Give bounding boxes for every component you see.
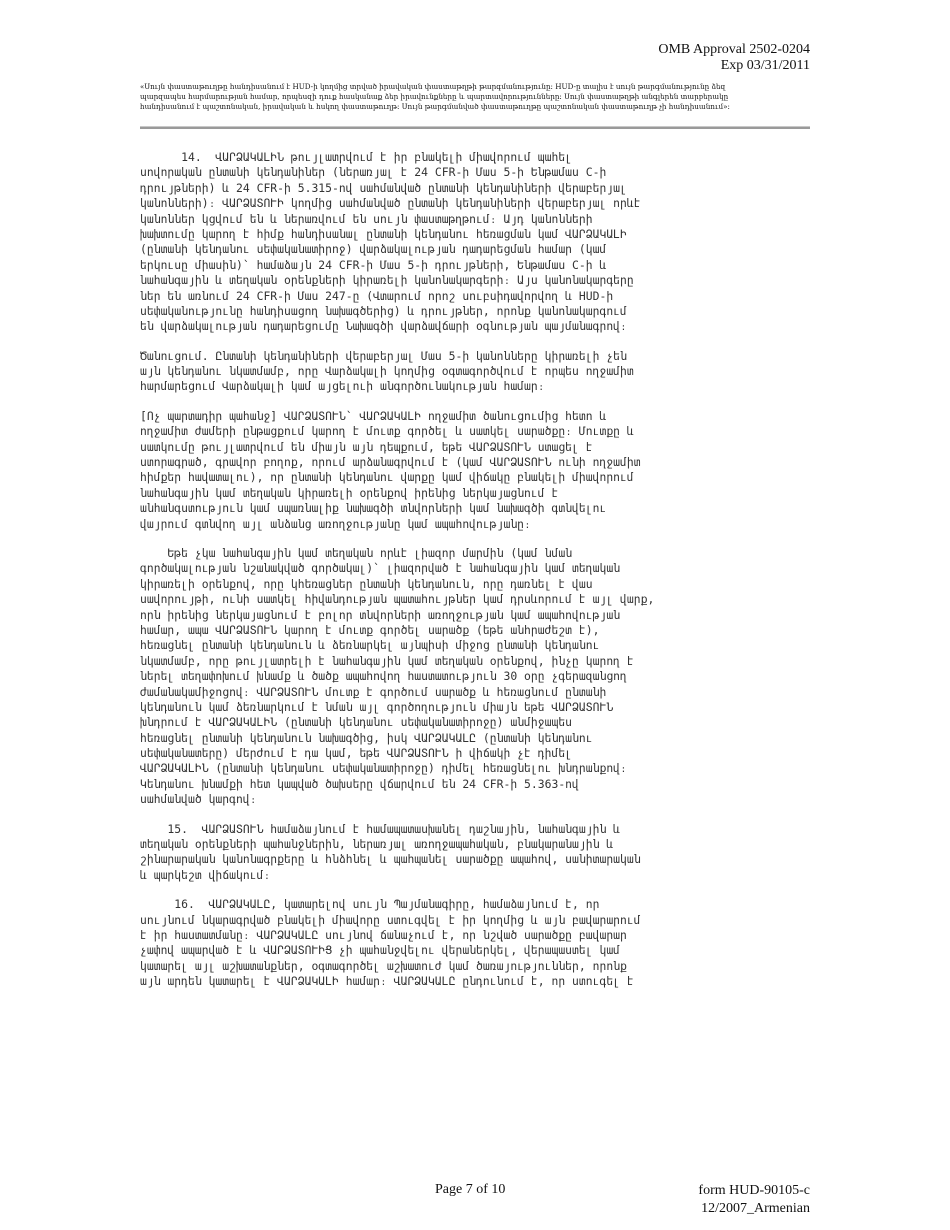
paragraph-line: կանոնների)։ ՎԱՐՁԱՏՈՒԻ կողմից սահմանված ընտանի կենդանիների վերաբերյալ որևէ xyxy=(140,196,641,211)
paragraph-line: Ծանուցում. Ընտանի կենդանիների վերաբերյալ Մաս 5-ի կանոնները կիրառելի չեն xyxy=(140,348,627,363)
paragraph-line: սահմանված կարգով։ xyxy=(140,792,257,807)
notice-line: պարզապես հարմարության համար, որպեսզի դուք հասկանաք ձեր իրավունքները և պարտավորությունները։ Սույն փաստաթղթի անգլերեն տարբերակը xyxy=(140,92,729,101)
paragraph-line: հեռացնել ընտանի կենդանուն և ձեռնարկել այնպիսի միջոց ընտանի կենդանու xyxy=(140,638,600,653)
paragraph-line: Եթե չկա նահանգային կամ տեղական որևէ լիազոր մարմին (կամ նման xyxy=(140,545,573,560)
paragraph-line: Կենդանու խնամքի հետ կապված ծախսերը վճարվում են 24 CFR-ի 5.363-ով xyxy=(140,776,579,791)
paragraph-line: երկուսը միասին)` համաձայն 24 CFR-ի Մաս 5-ի դրույթների, Ենթամաս C-ի և xyxy=(140,257,607,272)
paragraph-line: գործակալության նշանակված գործակալ)` լիազորված է նահանգային կամ տեղական xyxy=(140,561,621,576)
paragraph-line: կենդանուն կամ ձեռնարկում է նման այլ գործողություն միայն եթե ՎԱՐՁԱՏՈՒՆ xyxy=(140,699,614,714)
paragraph-line: չափով ապարված է և ՎԱՐՁԱՏՈՒԻՑ չի պահանջվելու վերաներկել, վերապաստել կամ xyxy=(140,943,621,958)
paragraph-line: 16. ՎԱՐՁԱԿԱԼԸ, կատարելով սույն Պայմանագիրը, համաձայնում է, որ xyxy=(140,897,600,912)
paragraph-line: սեփականատերը) մերժում է դա կամ, եթե ՎԱՐՁԱՏՈՒՆ ի վիճակի չէ դիմել xyxy=(140,746,573,761)
paragraph-line: ներ են առնում 24 CFR-ի Մաս 247-ը (Վտարում որոշ սուբսիդավորվող և HUD-ի xyxy=(140,288,614,303)
paragraph-line: սովորական ընտանի կենդանիներ (ներառյալ է 24 CFR-ի Մաս 5-ի Ենթամաս C-ի xyxy=(140,165,607,180)
paragraph-line: հարմարեցում Վարձակալի կամ այցելուի անգործունակության համար։ xyxy=(140,379,545,394)
document-body xyxy=(140,150,810,990)
form-id: form HUD-90105-c xyxy=(698,1183,810,1198)
paragraph-line: ստորագրած, գրավոր բողոք, որում արձանագրվում է (կամ ՎԱՐՁԱՏՈՒՆ ունի ողջամիտ xyxy=(140,455,641,470)
omb-expiration-date: Exp 03/31/2011 xyxy=(720,58,810,73)
paragraph-line: վայրում գտնվող այլ անձանց առողջությանը կամ ապահովությանը։ xyxy=(140,516,531,531)
paragraph-line: որն իրենից ներկայացնում է բոլոր տնվորների առողջության կամ ապահովության xyxy=(140,607,621,622)
paragraph-gap xyxy=(140,883,810,897)
paragraph-line: նահանգային և տեղական օրենքների կիրառելի կանոնակարգերի։ Այս կանոնակարգերը xyxy=(140,273,634,288)
paragraph-line: հեռացնել ընտանի կենդանուն նախագծից, իսկ ՎԱՐՁԱԿԱԼԸ (ընտանի կենդանու xyxy=(140,730,593,745)
paragraph-line: սույնում նկարագրված բնակելի միավորը ստուգվել է իր կողմից և այն բավարարում xyxy=(140,912,641,927)
paragraph-gap xyxy=(140,532,810,546)
paragraph-line: (ընտանի կենդանու սեփականատիրոջ) վարձակալության դադարեցման համար (կամ xyxy=(140,242,607,257)
paragraph-line: կիրառելի օրենքով, որը կհեռացներ ընտանի կենդանուն, որը դառնել է վաս xyxy=(140,576,593,591)
paragraph-line: այն կենդանու նկատմամբ, որը Վարձակալի կողմից օգտագործվում է որպես ողջամիտ xyxy=(140,364,634,379)
paragraph-line: շինարարական կանոնագրքերը և հնձհնել և պահպանել սարածքը ապահով, սանիտարական xyxy=(140,852,641,867)
paragraph-line: սավորույթի, ունի սատկել հիվանդության պատահույթներ կամ դրսևորում է այլ վարք, xyxy=(140,592,655,607)
paragraph-gap xyxy=(140,335,810,349)
body-paragraph xyxy=(140,897,810,989)
paragraph-line: համար, ապա ՎԱՐՁԱՏՈՒՆ կարող է մուտք գործել սարածք (եթե անհրաժեշտ է), xyxy=(140,622,600,637)
paragraph-line: կանոններ կցվում են և ներառվում են սույն փաստաթղթում։ Այդ կանոնների xyxy=(140,211,593,226)
paragraph-line: խնդրում է ՎԱՐՁԱԿԱԼԻՆ (ընտանի կենդանու սեփականատիրոջը) անմիջապես xyxy=(140,715,573,730)
paragraph-line: 15. ՎԱՐՁԱՏՈՒՆ համաձայնում է համապատասխանել դաշնային, նահանգային և xyxy=(140,821,621,836)
paragraph-line: սատկումը թույլատրվում են միայն այն դեպքում, եթե ՎԱՐՁԱՏՈՒՆ ստացել է xyxy=(140,439,593,454)
paragraph-line: ժամանակամիջոցով։ ՎԱՐՁԱՏՈՒՆ մուտք է գործում սարածք և հեռացնում ընտանի xyxy=(140,684,607,699)
paragraph-line: ՎԱՐՁԱԿԱԼԻՆ (ընտանի կենդանու սեփականատիրոջը) դիմել հեռացնելու խնդրանքով։ xyxy=(140,761,627,776)
paragraph-line: սեփականությունը հանդիսացող նախագծերից) և դրույթներ, որոնք կանոնակարգում xyxy=(140,303,627,318)
paragraph-line: տեղական օրենքների պահանջներին, ներառյալ առողջապահական, բնակարանային և xyxy=(140,837,614,852)
paragraph-line: ներել տեղափոխում խնամք և ծածք ապահովող հաստատություն 30 օրը չգերազանցող xyxy=(140,669,627,684)
paragraph-line: 14. ՎԱՐՁԱԿԱԼԻՆ թույլատրվում է իր բնակելի միավորում պահել xyxy=(140,150,573,164)
paragraph-line: հիմքեր հավատալու), որ ընտանի կենդանու վարքը կամ վիճակը բնակելի միավորում xyxy=(140,470,634,485)
omb-block xyxy=(658,42,810,74)
paragraph-line: կատարել այլ աշխատանքներ, օգտագործել աշխատուժ կամ ծառայություններ, որոնք xyxy=(140,958,627,973)
paragraph-line: են վարձակալության դադարեցումը Նախագծի վարձավճարի օգնության պայմանագրով։ xyxy=(140,319,627,334)
paragraph-line: [Ոչ պարտադիր պահանջ] ՎԱՐՁԱՏՈՒՆ` ՎԱՐՁԱԿԱԼԻ ողջամիտ ծանուցումից հետո և xyxy=(140,408,607,423)
paragraph-line: ողջամիտ ժամերի ընթացքում կարող է մուտք գործել և սատկել սարածքը։ Մուտքը և xyxy=(140,424,634,439)
body-paragraph xyxy=(140,150,810,335)
notice-line: հանդիսանում է պաշտոնական, իրավական և հսկող փաստաթուղթ։ Սույն թարգմանված փաստաթուղթը պաշտոնական փաստաթուղթ չի հանդիսանում»։ xyxy=(140,102,730,111)
paragraph-line: այն արդեն կատարել է ՎԱՐՁԱԿԱԼԻ համար։ ՎԱՐՁԱԿԱԼԸ ընդունում է, որ ստուգել է xyxy=(140,974,634,989)
body-paragraph xyxy=(140,822,810,884)
body-paragraph xyxy=(140,409,810,532)
page-number: Page 7 of 10 xyxy=(435,1182,506,1197)
paragraph-line: նահանգային կամ տեղական կիրառելի օրենքով իրենից ներկայացնում է xyxy=(140,485,559,500)
omb-approval-number: OMB Approval 2502-0204 xyxy=(658,42,810,57)
paragraph-gap xyxy=(140,395,810,409)
paragraph-line: անհանգստություն կամ սպառնալիք նախագծի տնվորների կամ նախագծի գտնվելու xyxy=(140,501,607,516)
form-identifier xyxy=(698,1182,810,1218)
header-divider xyxy=(140,126,810,129)
notice-line: «Սույն փաստաթուղթը հանդիսանում է HUD-ի կողմից տրված իրավական փաստաթղթի թարգմանությունը։ HUD-ը տալիս է սույն թարգմանությունը ձեզ xyxy=(140,82,726,91)
paragraph-line: դրույթների) և 24 CFR-ի 5.315-ով սահմանված ընտանի կենդանիների վերաբերյալ xyxy=(140,180,627,195)
body-paragraph xyxy=(140,349,810,395)
paragraph-line: նկատմամբ, որը թույլատրելի է նահանգային կամ տեղական օրենքով, ինչը կարող է xyxy=(140,653,634,668)
paragraph-line: խախտումը կարող է հիմք հանդիսանալ ընտանի կենդանու հեռացման կամ ՎԱՐՁԱԿԱԼԻ xyxy=(140,226,627,241)
paragraph-line: է իր հաստատմանը։ ՎԱՐՁԱԿԱԼԸ սույնով ճանաչում է, որ նշված սարածքը բավարար xyxy=(140,927,627,942)
form-version: 12/2007_Armenian xyxy=(701,1201,810,1216)
translation-notice xyxy=(140,82,810,112)
paragraph-line: և պարկեշտ վիճակում։ xyxy=(140,867,271,882)
paragraph-gap xyxy=(140,808,810,822)
body-paragraph xyxy=(140,546,810,808)
